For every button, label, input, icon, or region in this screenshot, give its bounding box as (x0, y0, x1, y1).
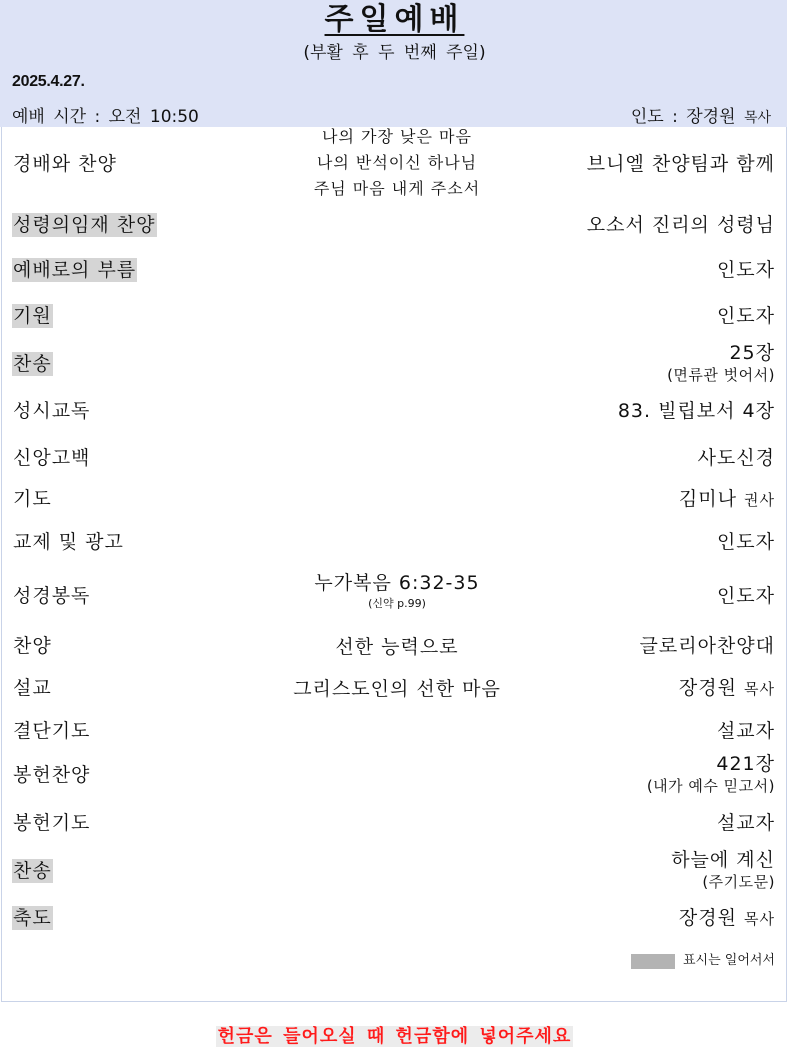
song-2: 나의 반석이신 하나님 (316, 153, 478, 172)
row-label: 봉헌기도 (13, 812, 91, 834)
hymn-title: (주기도문) (702, 873, 775, 891)
row-right (679, 487, 775, 512)
service-leader (631, 102, 771, 127)
row-label: 기원 (13, 305, 52, 327)
bulletin-header (0, 0, 787, 127)
row-right: 오소서 진리의 성령님 (586, 214, 775, 236)
leader-name: 인도 : 장경원 (630, 107, 736, 127)
hymn-title: (면류관 벗어서) (667, 366, 775, 384)
sermon-title: 그리스도인의 선한 마음 (293, 678, 501, 700)
row-right: 글로리아찬양대 (639, 635, 775, 657)
hymn-title: (내가 예수 믿고서) (646, 777, 775, 795)
row-label: 찬송 (13, 353, 52, 375)
stand-legend (631, 952, 775, 970)
scripture-reference: 누가복음 6:32-35 (314, 572, 480, 594)
row-right (667, 341, 775, 385)
row-right: 인도자 (716, 259, 775, 281)
row-label: 축도 (13, 907, 52, 929)
row-right: 인도자 (716, 531, 775, 553)
row-right: 설교자 (716, 720, 775, 742)
row-right (679, 906, 775, 931)
row-label: 설교 (13, 677, 52, 699)
row-label: 성경봉독 (13, 585, 91, 607)
row-center (150, 634, 644, 660)
legend-swatch (631, 954, 675, 969)
row-right (671, 848, 775, 892)
prayer-leader: 김미나 (678, 488, 737, 510)
row-label: 봉헌찬양 (13, 764, 91, 786)
offering-notice (0, 1022, 789, 1048)
leader-title: 목사 (743, 110, 771, 126)
hymn-number: 하늘에 계신 (671, 849, 775, 871)
row-scripture (150, 570, 644, 612)
row-label: 예배로의 부름 (13, 259, 137, 281)
hymn-number: 25장 (729, 342, 775, 364)
legend-text: 표시는 일어서서 (682, 953, 775, 968)
row-center (150, 676, 644, 702)
row-label: 성령의임재 찬양 (13, 214, 156, 236)
scripture-page: (신약 p.99) (368, 597, 426, 610)
row-label: 찬송 (13, 860, 52, 882)
benediction-name: 장경원 (678, 907, 737, 929)
row-right: 83. 빌립보서 4장 (617, 400, 775, 422)
row-right: 인도자 (716, 305, 775, 327)
page-subtitle: (부활 후 두 번째 주일) (303, 43, 486, 63)
row-label: 교제 및 광고 (13, 531, 124, 553)
row-right (679, 676, 775, 701)
preacher-title: 목사 (744, 680, 775, 698)
row-right: 사도신경 (697, 447, 775, 469)
row-label: 경배와 찬양 (13, 153, 117, 175)
row-label: 성시교독 (13, 400, 91, 422)
prayer-leader-title: 권사 (744, 491, 775, 509)
row-label: 신앙고백 (13, 447, 91, 469)
row-label: 기도 (13, 488, 52, 510)
service-date: 2025.4.27. (12, 73, 85, 90)
hymn-number: 421장 (716, 753, 775, 775)
benediction-title: 목사 (744, 910, 775, 928)
row-song-list (150, 124, 644, 202)
service-time: 예배 시간 : 오전 10:50 (12, 107, 199, 127)
row-right (647, 752, 775, 796)
row-right: 인도자 (716, 585, 775, 607)
offering-notice-text: 헌금은 들어오실 때 헌금함에 넣어주세요 (217, 1026, 572, 1047)
row-label: 찬양 (13, 635, 52, 657)
song-3: 주님 마음 내게 주소서 (313, 179, 481, 198)
row-label: 결단기도 (13, 720, 91, 742)
row-right: 설교자 (716, 812, 775, 834)
row-right: 브니엘 찬양팀과 함께 (586, 153, 775, 175)
song-1: 나의 가장 낮은 마음 (322, 127, 472, 146)
page-title: 주일예배 (324, 2, 465, 37)
preacher-name: 장경원 (678, 677, 737, 699)
choir-song: 선한 능력으로 (335, 636, 459, 658)
